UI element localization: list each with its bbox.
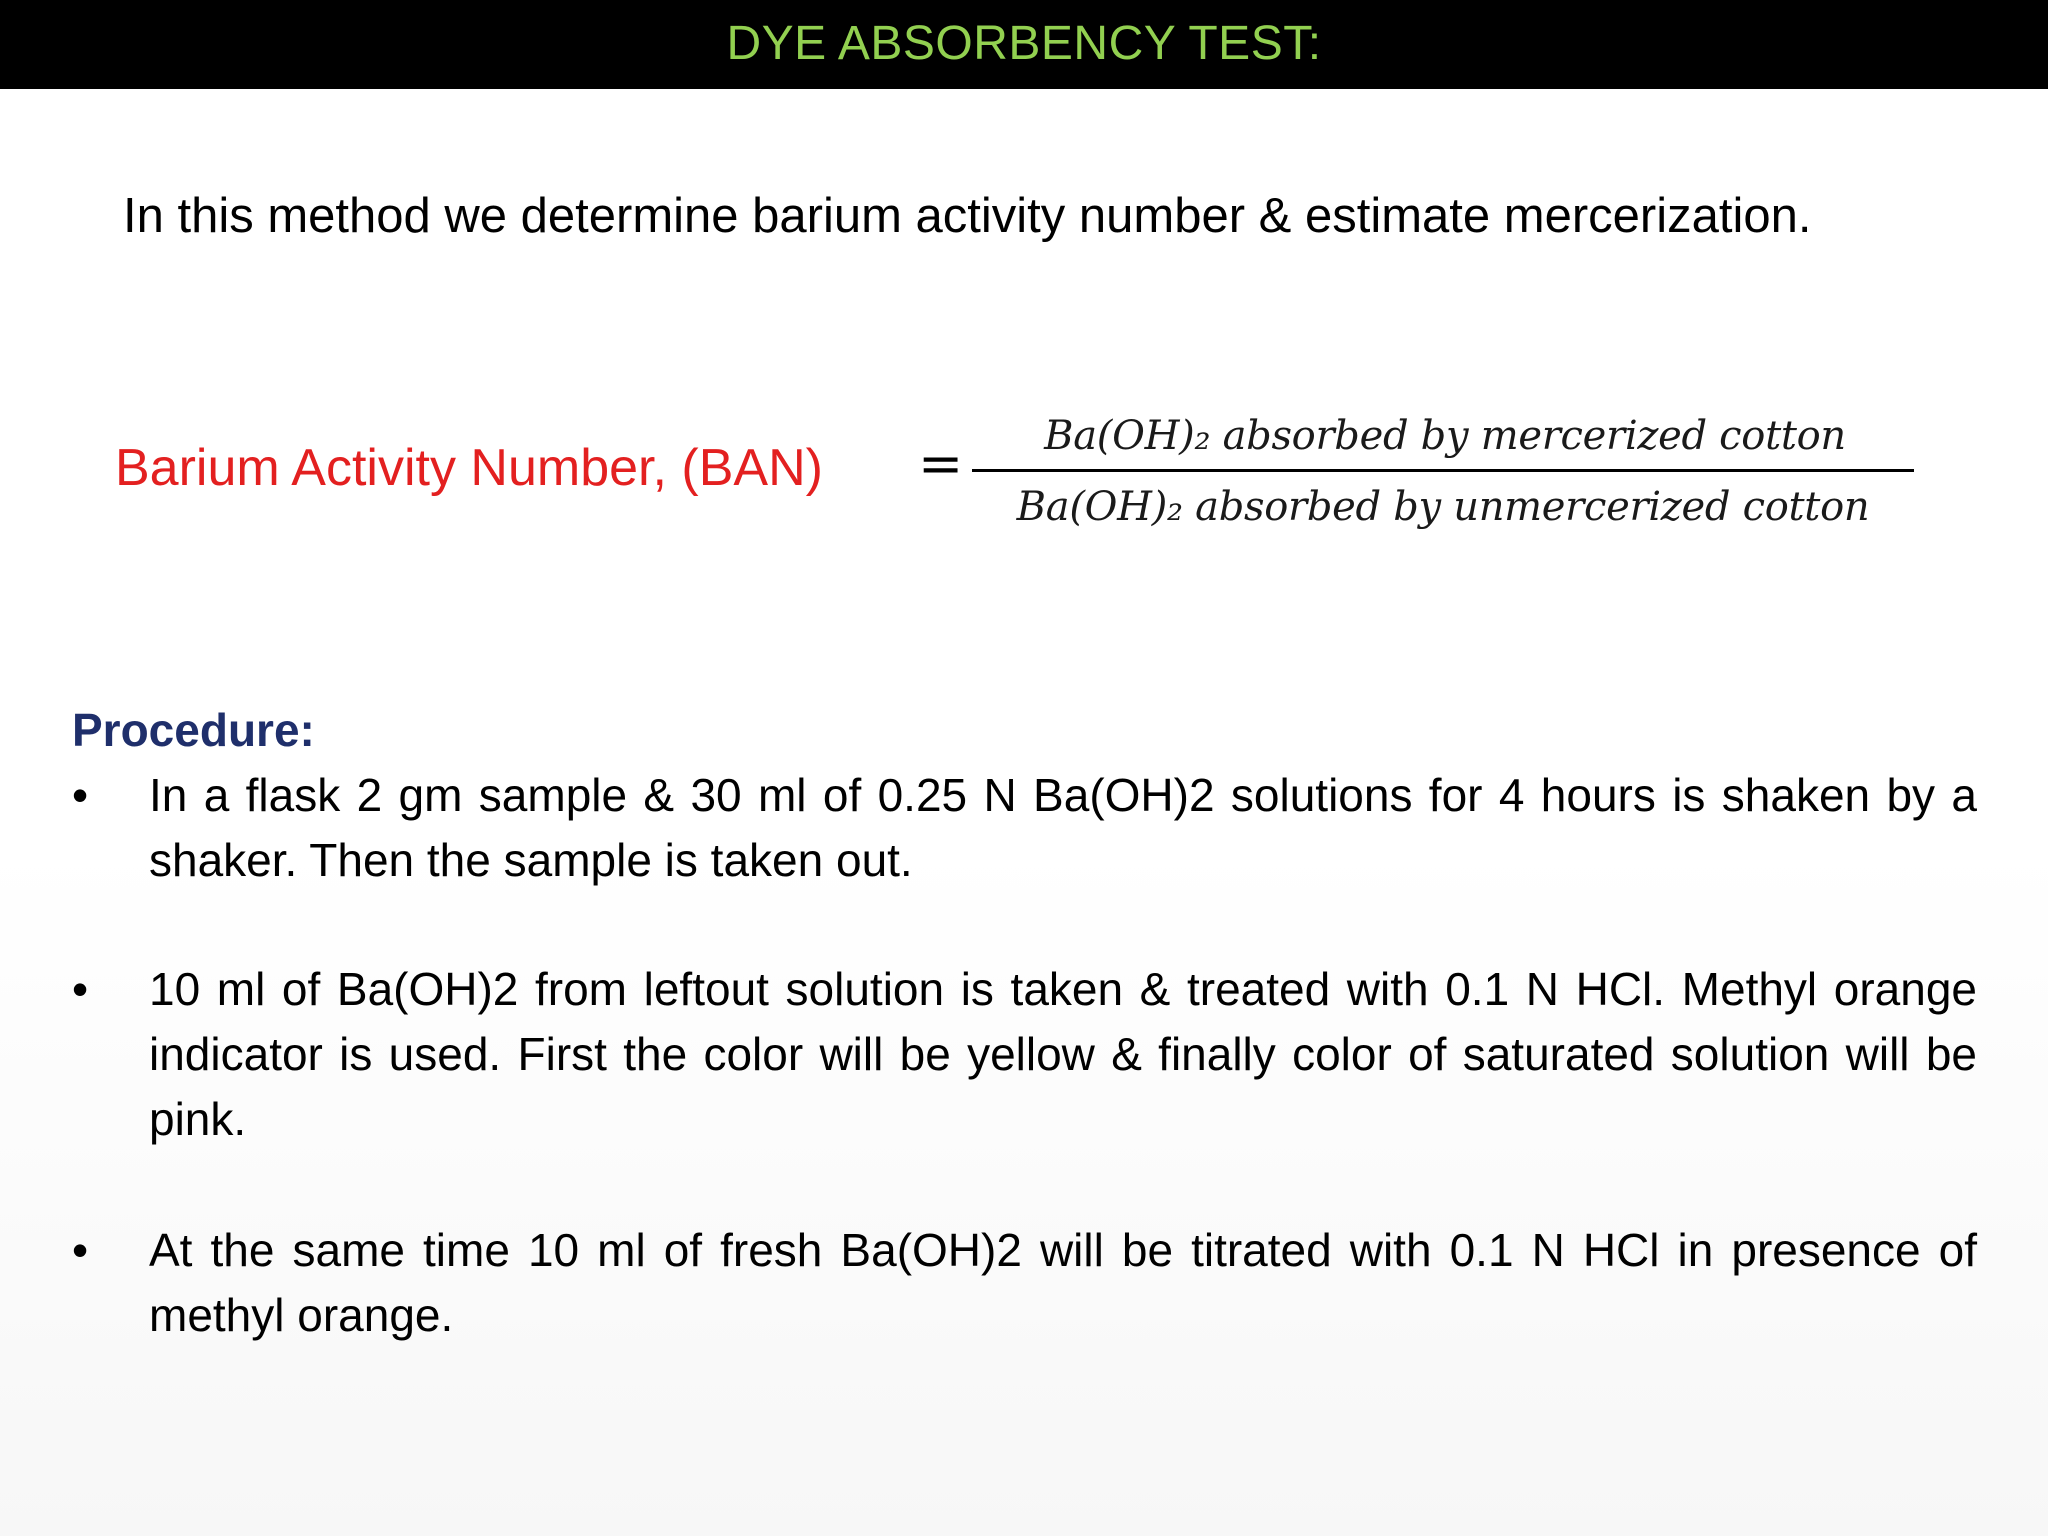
ban-formula: [0, 0, 2048, 560]
slide-title: DYE ABSORBENCY TEST:: [726, 17, 1322, 70]
procedure-heading: Procedure:: [72, 704, 315, 756]
procedure-step-text: 10 ml of Ba(OH)2 from leftout solution is taken & treated with 0.1 N HCl. Methyl orange indicator is used. First the color will be yellow & finally color of saturated solution will be pink.: [149, 963, 1977, 1145]
fraction-bar: [972, 469, 1914, 472]
formula-denominator: Ba(OH)₂ absorbed by unmercerized cotton: [1016, 484, 1870, 530]
formula-equals-sign: =: [918, 432, 964, 495]
formula-label: Barium Activity Number, (BAN): [115, 439, 823, 497]
procedure-step-text: At the same time 10 ml of fresh Ba(OH)2 will be titrated with 0.1 N HCl in presence of methyl orange.: [149, 1224, 1977, 1341]
intro-text: In this method we determine barium activity number & estimate mercerization.: [123, 189, 1812, 243]
formula-numerator: Ba(OH)₂ absorbed by mercerized cotton: [1044, 413, 1846, 459]
bullet-icon: •: [72, 963, 89, 1015]
procedure-step-text: In a flask 2 gm sample & 30 ml of 0.25 N Ba(OH)2 solutions for 4 hours is shaken by a shaker. Then the sample is taken out.: [149, 769, 1977, 886]
bullet-icon: •: [72, 769, 89, 821]
bullet-icon: •: [72, 1224, 89, 1276]
